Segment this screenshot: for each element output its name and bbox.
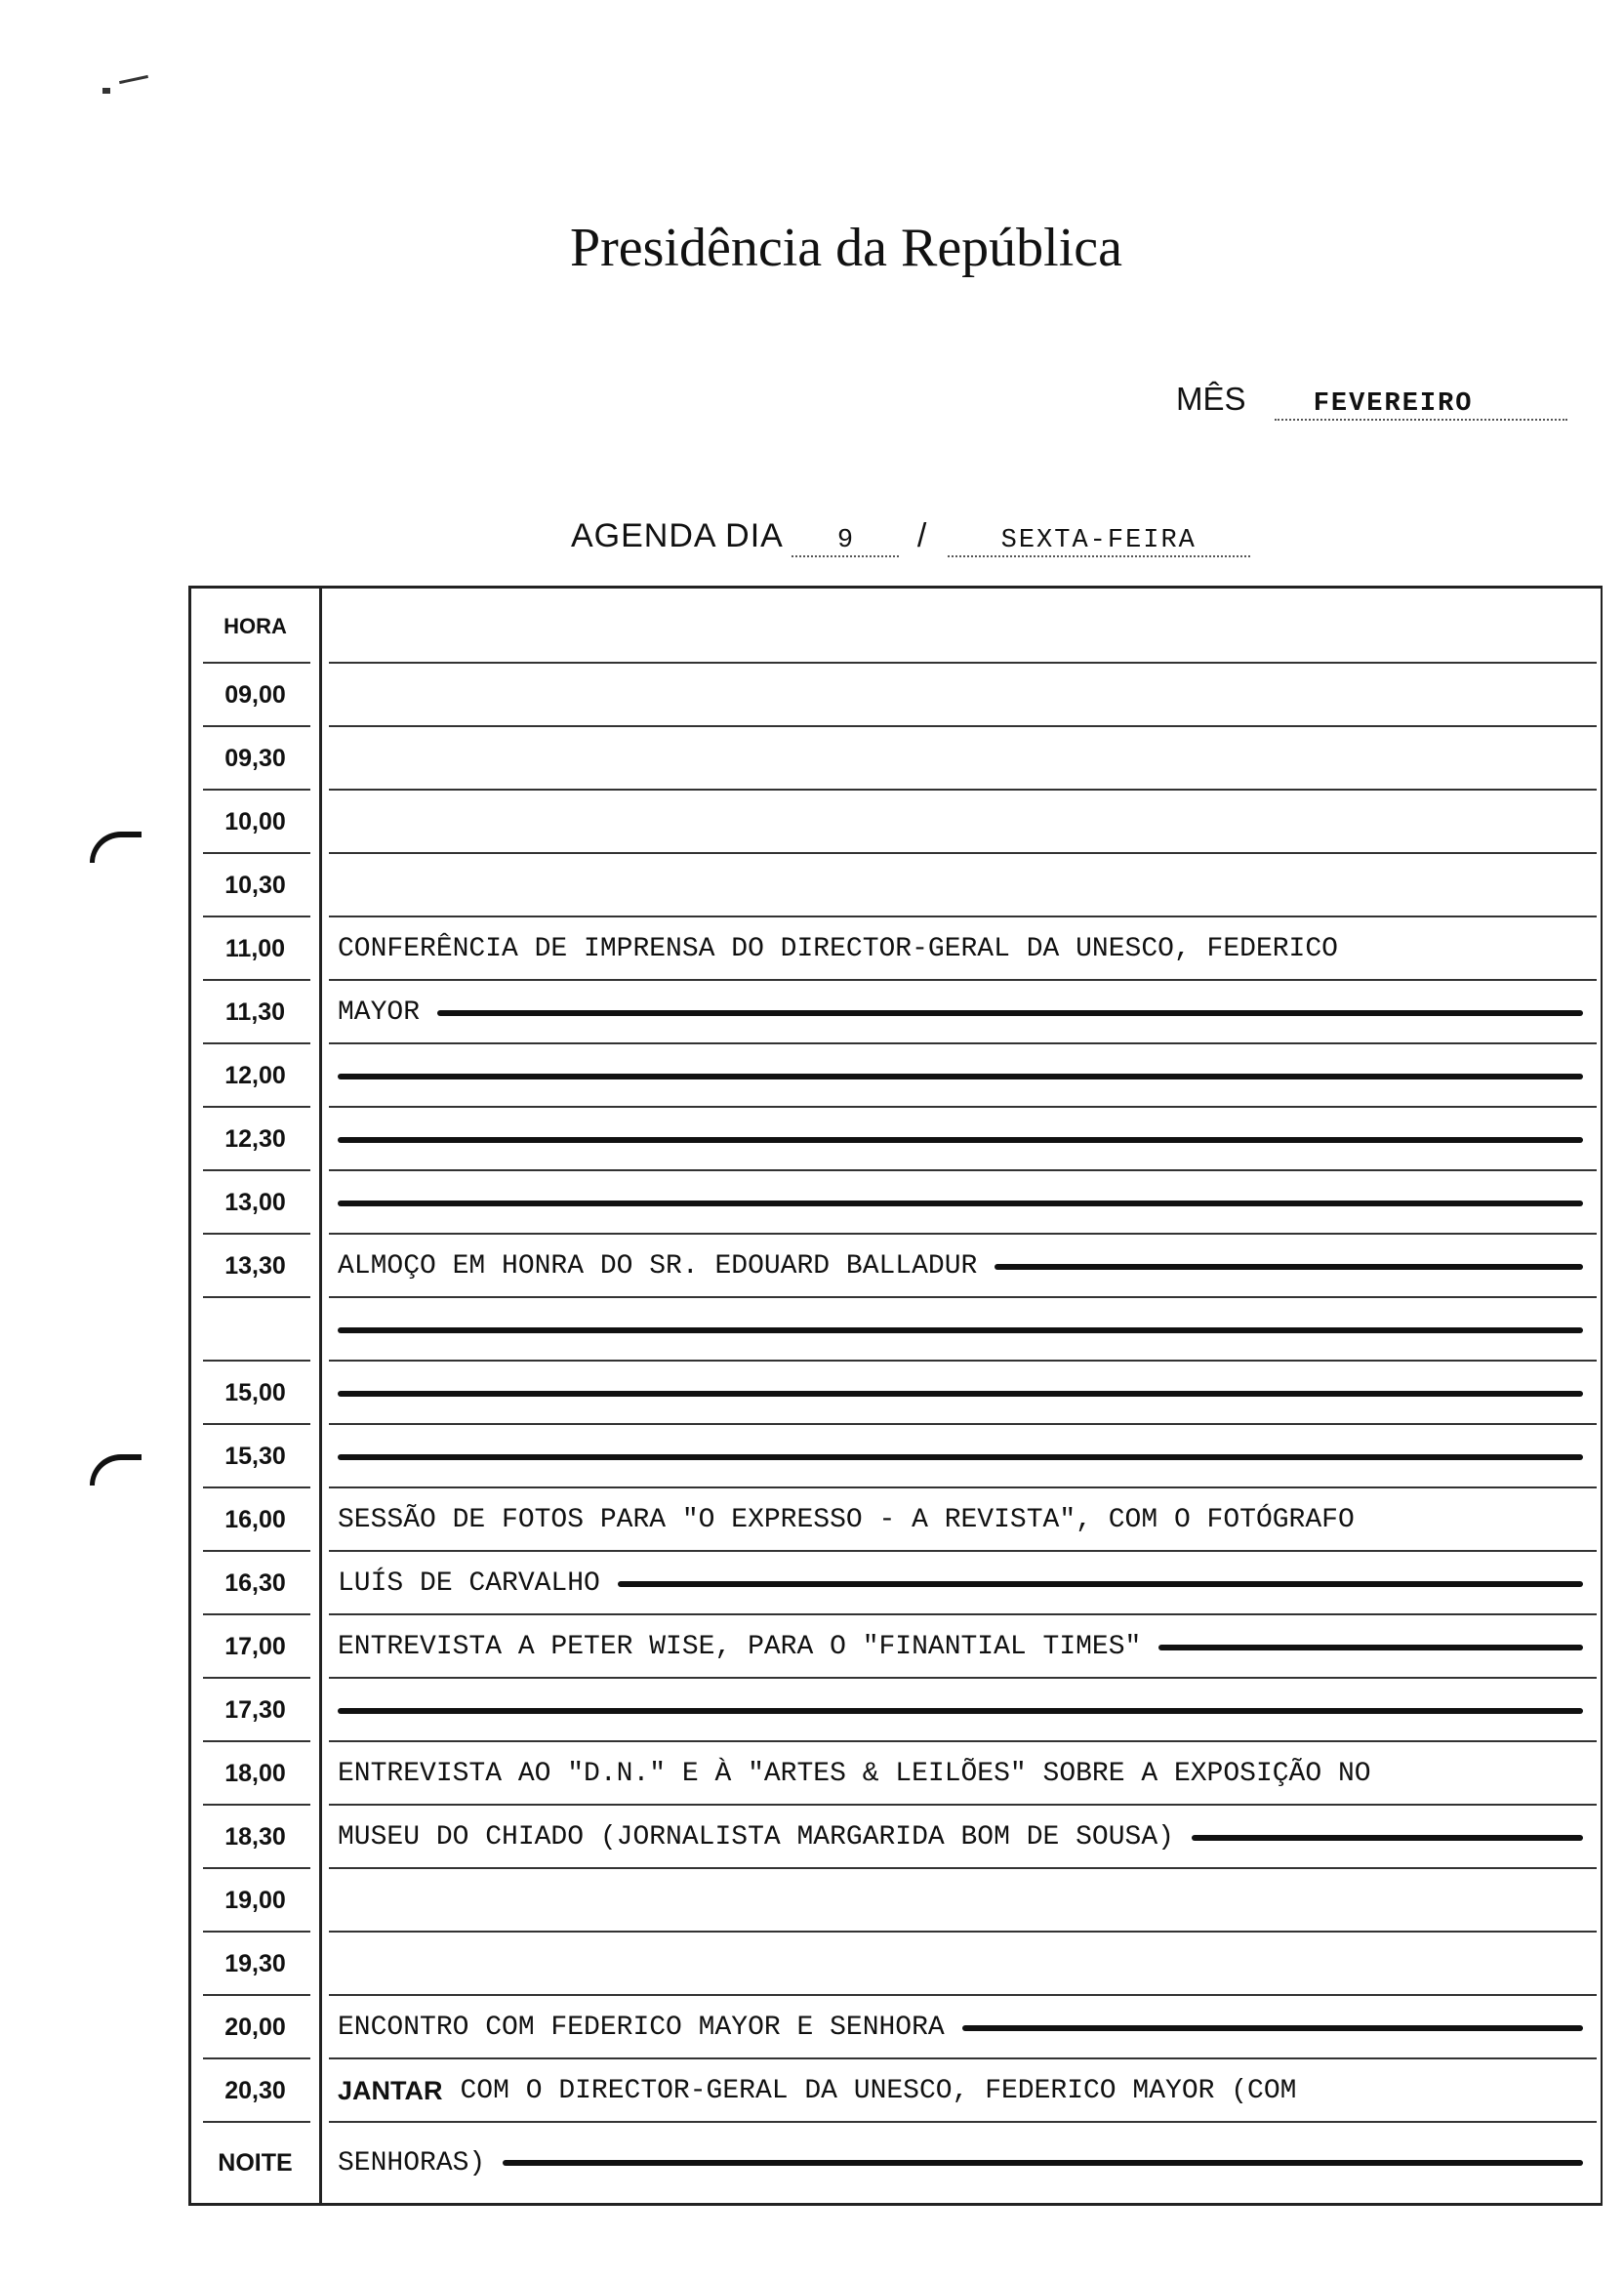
hour-cell: 09,30 [224,745,286,772]
entry-cell [338,1108,1593,1171]
month-label: MÊS [1176,381,1246,417]
table-row [191,854,1601,917]
hour-cell: 13,30 [224,1252,286,1280]
fill-line [338,1074,1583,1079]
table-row [191,1488,1601,1552]
page-title: Presidência da República [569,218,1122,278]
table-row [191,1806,1601,1869]
table-row [191,1425,1601,1488]
entry-cell [338,981,1593,1044]
hour-header: HORA [223,613,287,638]
hour-cell: 17,00 [224,1633,286,1660]
hour-cell: 19,30 [224,1950,286,1977]
table-row [191,727,1601,791]
fill-line [995,1264,1583,1270]
punch-hole-bottom [90,1454,142,1486]
table-row [191,1933,1601,1996]
entry-text: LUÍS DE CARVALHO [338,1568,600,1599]
entry-cell [338,1044,1593,1108]
table-row [191,1298,1601,1362]
fill-line [338,1391,1583,1397]
table-row [191,917,1601,981]
hour-cell: 20,30 [224,2077,286,2104]
hour-cell: 19,00 [224,1887,286,1914]
agenda-label: AGENDA DIA [571,517,782,554]
hour-cell: 09,00 [224,681,286,709]
fill-line [338,1454,1583,1460]
fill-line [338,1137,1583,1143]
entry-cell [338,917,1593,981]
entry-cell [338,854,1593,917]
hour-cell: 13,00 [224,1189,286,1216]
table-row [191,1362,1601,1425]
entry-text: MUSEU DO CHIADO (JORNALISTA MARGARIDA BOM DE SOUSA) [338,1822,1174,1852]
entry-cell [338,1742,1593,1806]
fill-line [1192,1835,1583,1841]
hour-cell: 20,00 [224,2014,286,2041]
fill-line [618,1581,1583,1587]
entry-text: ENTREVISTA AO "D.N." E À "ARTES & LEILÕES" SOBRE A EXPOSIÇÃO NO [338,1759,1371,1789]
hour-cell: 10,30 [224,872,286,899]
month-value: FEVEREIRO [1275,389,1567,421]
agenda-table [188,586,1603,2206]
entry-cell [338,727,1593,791]
hour-cell: 10,00 [224,808,286,835]
table-row [191,2059,1601,2123]
table-row [191,2123,1601,2203]
entry-cell [338,1552,1593,1615]
entry-prefix: JANTAR [338,2076,443,2105]
scan-mark [119,75,148,84]
entry-cell [338,1996,1593,2059]
hour-cell: NOITE [218,2148,293,2177]
fill-line [962,2025,1583,2031]
table-row [191,1996,1601,2059]
hour-cell: 16,30 [224,1569,286,1597]
entry-cell [338,1298,1593,1362]
punch-hole-top [90,832,142,863]
hour-cell: 16,00 [224,1506,286,1533]
table-row [191,1108,1601,1171]
hour-cell: 17,30 [224,1696,286,1724]
fill-line [338,1201,1583,1206]
table-row [191,664,1601,727]
entry-text: ALMOÇO EM HONRA DO SR. EDOUARD BALLADUR [338,1251,978,1282]
entry-cell [338,791,1593,854]
entry-text: ENCONTRO COM FEDERICO MAYOR E SENHORA [338,2013,945,2043]
entry-text: SESSÃO DE FOTOS PARA "O EXPRESSO - A REVISTA", COM O FOTÓGRAFO [338,1505,1355,1535]
hour-cell: 15,00 [224,1379,286,1406]
entry-cell [338,1679,1593,1742]
hour-cell: 12,00 [224,1062,286,1089]
agenda-day-line [571,517,1250,557]
entry-text: CONFERÊNCIA DE IMPRENSA DO DIRECTOR-GERAL DA UNESCO, FEDERICO [338,934,1338,964]
date-separator: / [916,517,928,554]
table-row [191,981,1601,1044]
table-row [191,1615,1601,1679]
hour-cell: 18,00 [224,1760,286,1787]
fill-line [1158,1645,1583,1650]
entry-cell [338,2059,1593,2123]
entry-text: MAYOR [338,998,421,1028]
table-row [191,1552,1601,1615]
fill-line [503,2160,1583,2166]
day-number: 9 [792,526,899,557]
fill-line [338,1327,1583,1333]
entry-cell [338,1425,1593,1488]
fill-line [338,1708,1583,1714]
table-row [191,1742,1601,1806]
table-row [191,1235,1601,1298]
entry-cell [338,2123,1593,2203]
entry-text: SENHORAS) [338,2147,486,2178]
month-field [1176,381,1567,421]
entry-cell [338,1362,1593,1425]
entry-cell [338,1615,1593,1679]
hour-cell [191,1298,319,1362]
table-header-row [191,589,1601,664]
entry-cell [338,1171,1593,1235]
entry-cell [338,1933,1593,1996]
entry-cell [338,1235,1593,1298]
hour-cell: 18,30 [224,1823,286,1851]
table-row [191,1044,1601,1108]
entry-cell [338,1869,1593,1933]
scan-mark [102,88,110,94]
entry-cell [338,1806,1593,1869]
table-row [191,791,1601,854]
hour-cell: 11,00 [224,935,286,962]
table-row [191,1869,1601,1933]
hour-cell: 11,30 [224,998,286,1026]
entry-cell [338,1488,1593,1552]
entry-cell [338,664,1593,727]
table-row [191,1679,1601,1742]
entry-text: COM O DIRECTOR-GERAL DA UNESCO, FEDERICO MAYOR (COM [460,2076,1297,2106]
hour-cell: 12,30 [224,1125,286,1153]
weekday: SEXTA-FEIRA [948,526,1250,557]
entry-text: ENTREVISTA A PETER WISE, PARA O "FINANTIAL TIMES" [338,1632,1142,1662]
fill-line [437,1010,1583,1016]
hour-cell: 15,30 [224,1443,286,1470]
table-row [191,1171,1601,1235]
